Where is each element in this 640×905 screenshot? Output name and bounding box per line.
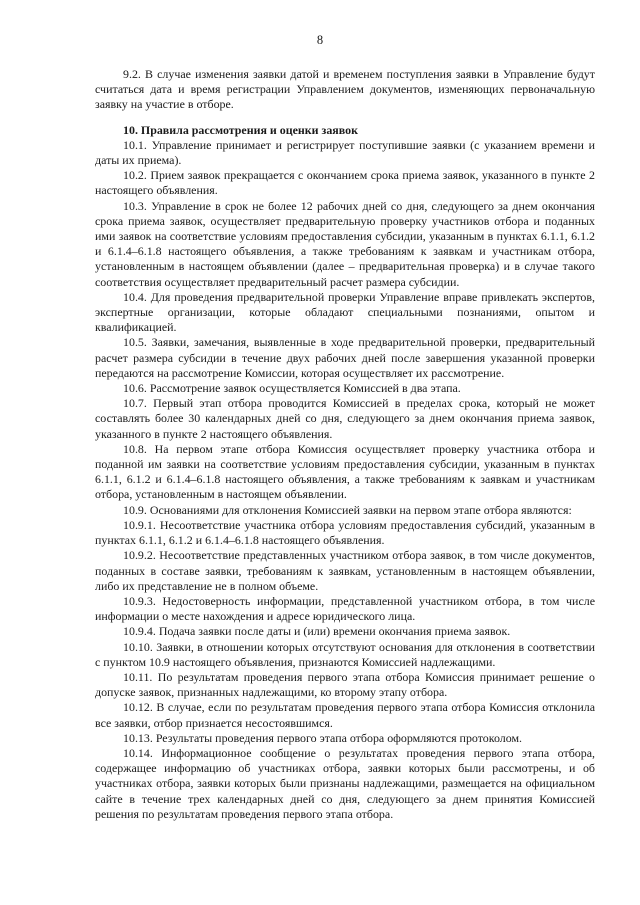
paragraph-10-9-1: 10.9.1. Несоответствие участника отбора условиям предоставления субсидий, указанным в пунктах 6.1.1, 6.1.2 и 6.1.4–6.1.8 настоящего объявления. — [95, 517, 595, 548]
paragraph-10-11: 10.11. По результатам проведения первого этапа отбора Комиссия принимает решение о допуске заявок, признанных надлежащими, ко второму этапу отбора. — [95, 669, 595, 700]
section-heading: 10. Правила рассмотрения и оценки заявок — [123, 122, 358, 137]
paragraph-10-10: 10.10. Заявки, в отношении которых отсутствуют основания для отклонения в соответствии с пунктом 10.9 настоящего объявления, признаются Комиссией надлежащими. — [95, 639, 595, 669]
paragraph-10-9: 10.9. Основаниями для отклонения Комиссией заявки на первом этапе отбора являются: — [123, 502, 572, 517]
page-number: 8 — [316, 33, 324, 47]
document-body — [95, 67, 595, 822]
paragraph-10-9-2: 10.9.2. Несоответствие представленных участником отбора заявок, в том числе документов, поданных в составе заявки, требованиям к заявкам, установленным в настоящем объявлении, либо их представление не в полном объеме. — [95, 548, 595, 593]
paragraph-10-5: 10.5. Заявки, замечания, выявленные в ходе предварительной проверки, предварительный расчет размера субсидии в течение двух рабочих дней после завершения указанной проверки передаются на рассмотрение Комиссии, которая осуществляет их рассмотрение. — [95, 335, 595, 380]
paragraph-10-14: 10.14. Информационное сообщение о результатах проведения первого этапа отбора, содержащее информацию об участниках отбора, заявки которых были рассмотрены, и об участниках отбора, заявки которых были признаны надлежащими, размещается на официальном сайте в течение трех календарных дней со дня, следующего за днем принятия Комиссией решения по результатам проведения первого этапа отбора. — [95, 745, 595, 821]
paragraph-10-6: 10.6. Рассмотрение заявок осуществляется Комиссией в два этапа. — [123, 381, 461, 396]
paragraph-10-13: 10.13. Результаты проведения первого этапа отбора оформляются протоколом. — [123, 730, 522, 745]
paragraph-9-2: 9.2. В случае изменения заявки датой и временем поступления заявки в Управление будут считаться дата и время регистрации Управлением документов, изменяющих первоначальную заявку на участие в отборе. — [95, 67, 595, 112]
paragraph-10-12: 10.12. В случае, если по результатам проведения первого этапа отбора Комиссия отклонила все заявки, отбор признается несостоявшимся. — [95, 700, 595, 730]
paragraph-10-2: 10.2. Прием заявок прекращается с окончанием срока приема заявок, указанного в пункте 2 настоящего объявления. — [95, 168, 595, 198]
paragraph-10-1: 10.1. Управление принимает и регистрирует поступившие заявки (с указанием времени и даты их приема). — [95, 137, 595, 168]
paragraph-10-3: 10.3. Управление в срок не более 12 рабочих дней со дня, следующего за днем окончания срока приема заявок, осуществляет предварительную проверку участников отбора и поданных ими заявок на соответствие условиям предоставления субсидии, указанным в пунктах 6.1.1, 6.1.2 и 6.1.4–6.1.8 настоящего объявления, а также требованиям к заявкам и участникам отбора, установленным в настоящем объявлении (далее – предварительная проверка) и в случае такого соответствия осуществляет предварительный расчет размера субсидии. — [95, 198, 595, 289]
paragraph-10-9-3: 10.9.3. Недостоверность информации, представленной участником отбора, в том числе информации о месте нахождения и адресе юридического лица. — [95, 593, 595, 624]
paragraph-10-7: 10.7. Первый этап отбора проводится Комиссией в пределах срока, который не может составлять более 30 календарных дней со дня, следующего за днем окончания приема заявок, указанного в пункте 2 настоящего объявления. — [95, 396, 595, 441]
paragraph-10-4: 10.4. Для проведения предварительной проверки Управление вправе привлекать экспертов, экспертные организации, которые обладают специальными познаниями, опытом и квалификацией. — [95, 289, 595, 335]
paragraph-10-8: 10.8. На первом этапе отбора Комиссия осуществляет проверку участника отбора и поданной им заявки на соответствие условиям предоставления субсидии, указанным в пунктах 6.1.1, 6.1.2 и 6.1.4–6.1.8 настоящего объявления, а также требованиям к заявкам и участникам отбора, установленным в настоящем объявлении. — [95, 441, 595, 502]
paragraph-10-9-4: 10.9.4. Подача заявки после даты и (или) времени окончания приема заявок. — [123, 624, 511, 639]
